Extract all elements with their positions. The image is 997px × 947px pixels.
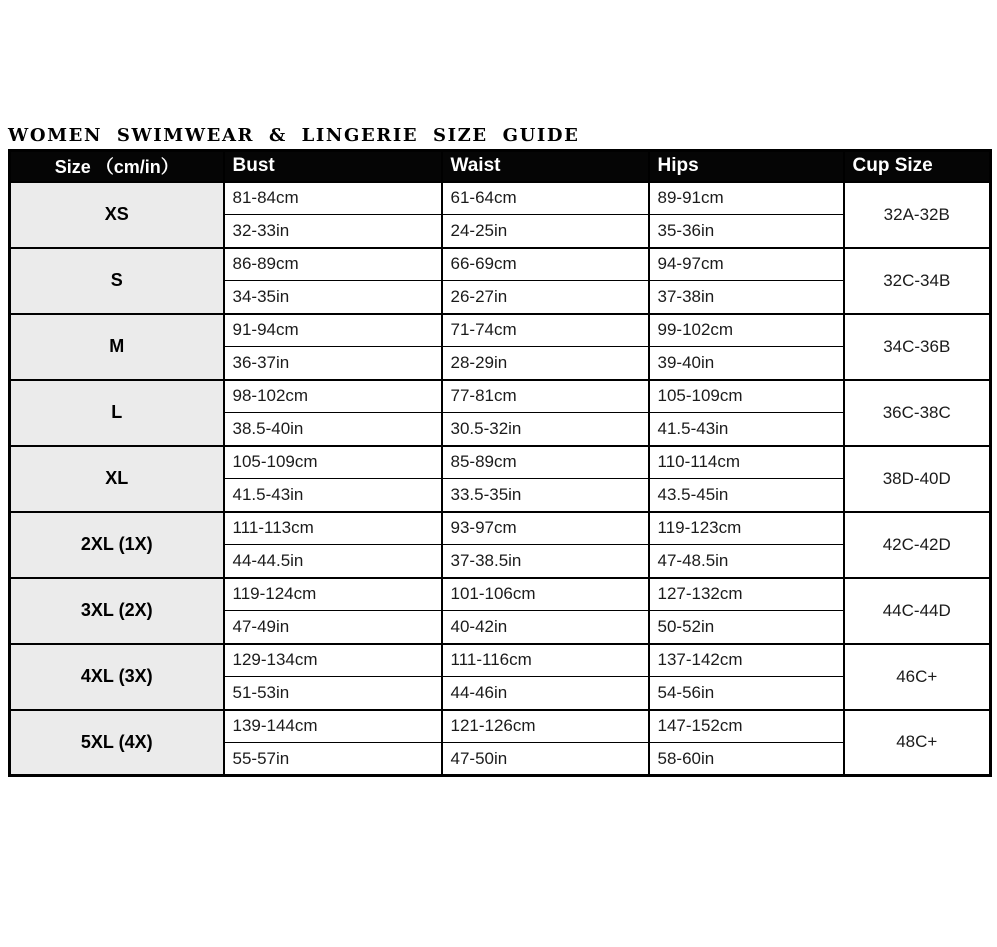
cup-size-cell: 44C-44D xyxy=(844,578,991,644)
size-label-cell: 2XL (1X) xyxy=(10,512,224,578)
bust-in-cell: 44-44.5in xyxy=(224,545,442,578)
waist-cm-cell: 61-64cm xyxy=(442,182,649,215)
waist-cm-cell: 101-106cm xyxy=(442,578,649,611)
size-label-cell: 4XL (3X) xyxy=(10,644,224,710)
waist-cm-cell: 121-126cm xyxy=(442,710,649,743)
waist-cm-cell: 66-69cm xyxy=(442,248,649,281)
bust-in-cell: 51-53in xyxy=(224,677,442,710)
bust-in-cell: 32-33in xyxy=(224,215,442,248)
bust-cm-cell: 119-124cm xyxy=(224,578,442,611)
column-header-size: Size （cm/in） xyxy=(10,151,224,182)
waist-in-cell: 33.5-35in xyxy=(442,479,649,512)
table-row-cm xyxy=(10,578,991,611)
waist-cm-cell: 71-74cm xyxy=(442,314,649,347)
hips-in-cell: 43.5-45in xyxy=(649,479,844,512)
bust-in-cell: 38.5-40in xyxy=(224,413,442,446)
waist-in-cell: 37-38.5in xyxy=(442,545,649,578)
waist-cm-cell: 85-89cm xyxy=(442,446,649,479)
hips-in-cell: 58-60in xyxy=(649,743,844,776)
bust-in-cell: 41.5-43in xyxy=(224,479,442,512)
table-row-cm xyxy=(10,314,991,347)
column-header-cup: Cup Size xyxy=(844,151,991,182)
hips-cm-cell: 137-142cm xyxy=(649,644,844,677)
hips-in-cell: 39-40in xyxy=(649,347,844,380)
size-label-cell: XL xyxy=(10,446,224,512)
waist-in-cell: 26-27in xyxy=(442,281,649,314)
bust-cm-cell: 129-134cm xyxy=(224,644,442,677)
cup-size-cell: 38D-40D xyxy=(844,446,991,512)
size-guide-title: WOMEN SWIMWEAR & LINGERIE SIZE GUIDE xyxy=(8,125,580,146)
size-guide-table xyxy=(8,149,992,777)
bust-cm-cell: 111-113cm xyxy=(224,512,442,545)
bust-cm-cell: 86-89cm xyxy=(224,248,442,281)
hips-in-cell: 35-36in xyxy=(649,215,844,248)
hips-cm-cell: 89-91cm xyxy=(649,182,844,215)
cup-size-cell: 32C-34B xyxy=(844,248,991,314)
bust-in-cell: 34-35in xyxy=(224,281,442,314)
table-header-row xyxy=(10,151,991,182)
size-label-cell: 5XL (4X) xyxy=(10,710,224,776)
table-body xyxy=(10,182,991,776)
cup-size-cell: 42C-42D xyxy=(844,512,991,578)
bust-in-cell: 47-49in xyxy=(224,611,442,644)
hips-cm-cell: 147-152cm xyxy=(649,710,844,743)
hips-cm-cell: 94-97cm xyxy=(649,248,844,281)
bust-cm-cell: 105-109cm xyxy=(224,446,442,479)
cup-size-cell: 48C+ xyxy=(844,710,991,776)
waist-in-cell: 28-29in xyxy=(442,347,649,380)
bust-cm-cell: 139-144cm xyxy=(224,710,442,743)
table-row-cm xyxy=(10,644,991,677)
column-header-waist: Waist xyxy=(442,151,649,182)
waist-in-cell: 40-42in xyxy=(442,611,649,644)
cup-size-cell: 34C-36B xyxy=(844,314,991,380)
cup-size-cell: 32A-32B xyxy=(844,182,991,248)
hips-cm-cell: 110-114cm xyxy=(649,446,844,479)
bust-cm-cell: 98-102cm xyxy=(224,380,442,413)
hips-cm-cell: 105-109cm xyxy=(649,380,844,413)
column-header-bust: Bust xyxy=(224,151,442,182)
hips-cm-cell: 99-102cm xyxy=(649,314,844,347)
hips-cm-cell: 119-123cm xyxy=(649,512,844,545)
hips-in-cell: 37-38in xyxy=(649,281,844,314)
hips-in-cell: 47-48.5in xyxy=(649,545,844,578)
size-label-cell: 3XL (2X) xyxy=(10,578,224,644)
table-row-cm xyxy=(10,380,991,413)
size-label-cell: M xyxy=(10,314,224,380)
size-label-cell: L xyxy=(10,380,224,446)
waist-in-cell: 44-46in xyxy=(442,677,649,710)
table-row-cm xyxy=(10,248,991,281)
hips-in-cell: 50-52in xyxy=(649,611,844,644)
waist-cm-cell: 111-116cm xyxy=(442,644,649,677)
waist-cm-cell: 77-81cm xyxy=(442,380,649,413)
table-row-cm xyxy=(10,512,991,545)
cup-size-cell: 46C+ xyxy=(844,644,991,710)
hips-cm-cell: 127-132cm xyxy=(649,578,844,611)
size-label-cell: XS xyxy=(10,182,224,248)
waist-cm-cell: 93-97cm xyxy=(442,512,649,545)
waist-in-cell: 24-25in xyxy=(442,215,649,248)
bust-cm-cell: 81-84cm xyxy=(224,182,442,215)
bust-cm-cell: 91-94cm xyxy=(224,314,442,347)
size-label-cell: S xyxy=(10,248,224,314)
bust-in-cell: 36-37in xyxy=(224,347,442,380)
bust-in-cell: 55-57in xyxy=(224,743,442,776)
cup-size-cell: 36C-38C xyxy=(844,380,991,446)
hips-in-cell: 41.5-43in xyxy=(649,413,844,446)
table-row-cm xyxy=(10,710,991,743)
waist-in-cell: 47-50in xyxy=(442,743,649,776)
waist-in-cell: 30.5-32in xyxy=(442,413,649,446)
table-row-cm xyxy=(10,182,991,215)
column-header-hips: Hips xyxy=(649,151,844,182)
table-row-cm xyxy=(10,446,991,479)
hips-in-cell: 54-56in xyxy=(649,677,844,710)
